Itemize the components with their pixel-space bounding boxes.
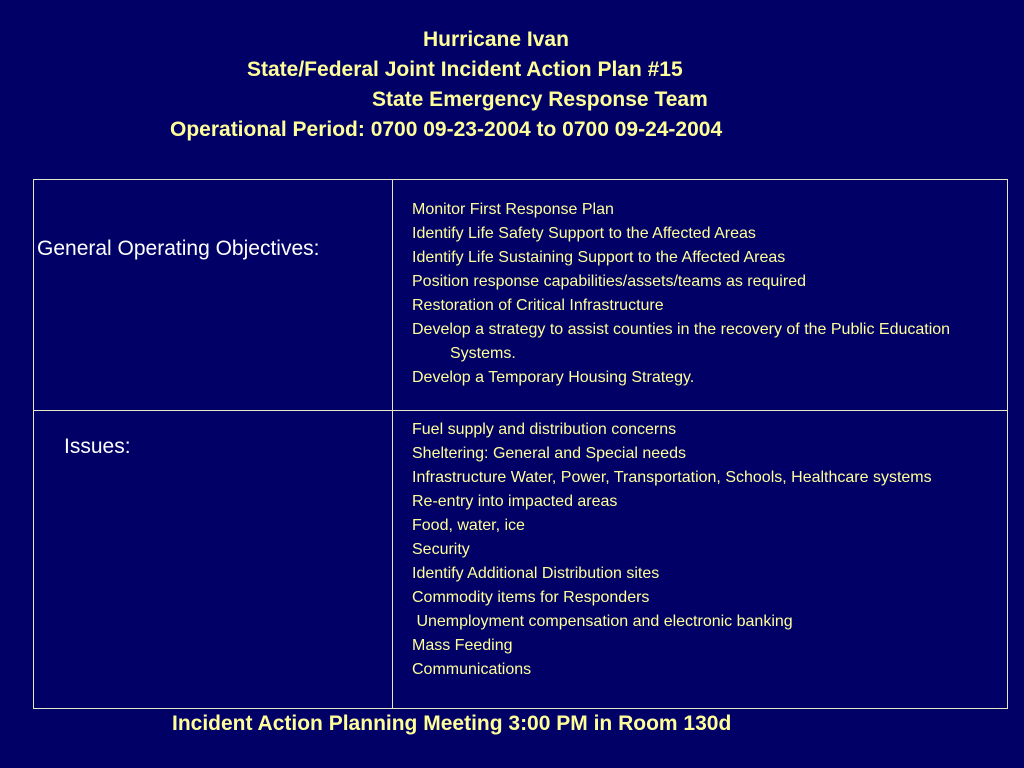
list-item: Monitor First Response Plan bbox=[412, 201, 614, 218]
list-item: Restoration of Critical Infrastructure bbox=[412, 297, 664, 314]
table-column-divider bbox=[392, 180, 393, 708]
list-item: Position response capabilities/assets/teams as required bbox=[412, 273, 806, 290]
list-item: Identify Life Sustaining Support to the Affected Areas bbox=[412, 249, 786, 266]
title-operational-period: Operational Period: 0700 09-23-2004 to 0700 09-24-2004 bbox=[170, 118, 723, 141]
title-response-team: State Emergency Response Team bbox=[372, 88, 708, 111]
title-action-plan: State/Federal Joint Incident Action Plan #15 bbox=[247, 58, 683, 81]
list-item: Communications bbox=[412, 661, 532, 678]
objectives-issues-table bbox=[33, 179, 1008, 709]
list-item: Identify Additional Distribution sites bbox=[412, 565, 660, 582]
objectives-label: General Operating Objectives: bbox=[37, 237, 320, 260]
list-item: Develop a Temporary Housing Strategy. bbox=[412, 369, 695, 386]
list-item: Re-entry into impacted areas bbox=[412, 493, 618, 510]
list-item: Food, water, ice bbox=[412, 517, 525, 534]
list-item: Develop a strategy to assist counties in the recovery of the Public Education Systems. bbox=[412, 321, 955, 362]
list-item: Commodity items for Responders bbox=[412, 589, 650, 606]
meeting-announcement: Incident Action Planning Meeting 3:00 PM in Room 130d bbox=[172, 712, 732, 735]
list-item: Sheltering: General and Special needs bbox=[412, 445, 686, 462]
list-item: Infrastructure Water, Power, Transportation, Schools, Healthcare systems bbox=[412, 469, 932, 486]
list-item: Mass Feeding bbox=[412, 637, 513, 654]
title-hurricane-ivan: Hurricane Ivan bbox=[423, 28, 569, 51]
table-row-divider bbox=[34, 410, 1007, 411]
list-item: Unemployment compensation and electronic banking bbox=[412, 613, 793, 630]
issues-label: Issues: bbox=[64, 435, 131, 458]
list-item: Security bbox=[412, 541, 470, 558]
issues-list bbox=[412, 418, 1002, 682]
list-item: Identify Life Safety Support to the Affected Areas bbox=[412, 225, 756, 242]
objectives-list bbox=[412, 198, 1002, 390]
list-item: Fuel supply and distribution concerns bbox=[412, 421, 677, 438]
